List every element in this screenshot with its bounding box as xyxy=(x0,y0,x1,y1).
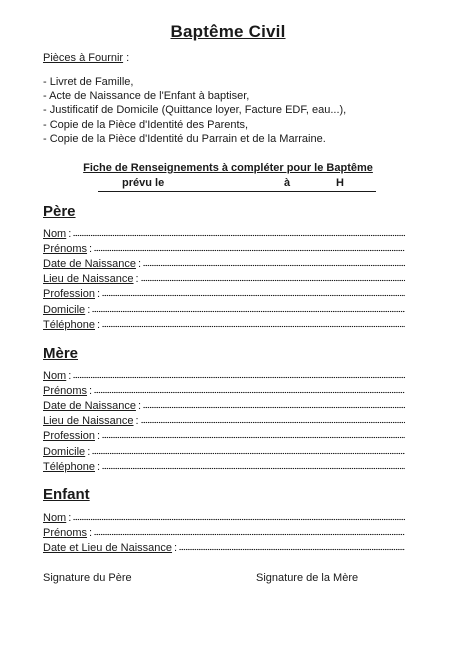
field-colon: : xyxy=(137,400,142,413)
fill-line xyxy=(73,234,405,237)
section-title-enfant: Enfant xyxy=(43,486,90,503)
pieces-heading-colon: : xyxy=(123,52,130,64)
fill-line xyxy=(141,279,405,282)
field-row-profession[interactable]: Profession : xyxy=(43,285,405,300)
field-colon: : xyxy=(137,258,142,271)
field-row-date-naissance[interactable]: Date de Naissance : xyxy=(43,255,405,270)
field-colon: : xyxy=(96,288,101,301)
field-colon: : xyxy=(87,445,91,458)
fill-line xyxy=(92,310,405,313)
list-item: - Copie de la Pièce d'Identité des Parents, xyxy=(43,118,249,131)
prevu-line[interactable] xyxy=(98,177,376,192)
field-colon: : xyxy=(68,228,72,241)
mere-fields xyxy=(43,367,405,473)
list-item: - Acte de Naissance de l'Enfant à baptiser, xyxy=(43,90,250,103)
pere-fields xyxy=(43,225,405,331)
field-row-nom[interactable]: Nom : xyxy=(43,225,405,240)
fill-line xyxy=(143,406,405,409)
pieces-list xyxy=(43,75,346,146)
field-colon: : xyxy=(97,318,101,331)
fill-line xyxy=(73,518,405,521)
enfant-fields xyxy=(43,509,405,554)
field-row-profession[interactable]: Profession : xyxy=(43,427,405,442)
field-row-nom[interactable]: Nom : xyxy=(43,509,405,524)
h-label: H xyxy=(336,177,344,189)
field-colon: : xyxy=(135,415,139,428)
field-row-date-lieu-naissance[interactable]: Date et Lieu de Naissance : xyxy=(43,539,405,554)
field-colon: : xyxy=(97,460,101,473)
field-row-telephone[interactable]: Téléphone : xyxy=(43,458,405,473)
field-row-domicile[interactable]: Domicile : xyxy=(43,300,405,315)
fill-line xyxy=(102,325,405,328)
signature-mere: Signature de la Mère xyxy=(256,572,359,584)
pieces-heading-label: Pièces à Fournir xyxy=(43,52,124,64)
field-row-lieu-naissance[interactable]: Lieu de Naissance : xyxy=(43,412,405,427)
field-colon: : xyxy=(174,542,178,555)
field-colon: : xyxy=(96,430,101,443)
section-title-pere: Père xyxy=(43,203,76,220)
field-row-date-naissance[interactable]: Date de Naissance : xyxy=(43,397,405,412)
fill-line xyxy=(73,376,405,379)
field-row-prenoms[interactable]: Prénoms : xyxy=(43,382,405,397)
field-row-nom[interactable]: Nom : xyxy=(43,367,405,382)
page-title: Baptême Civil xyxy=(170,22,286,41)
fill-line xyxy=(143,264,405,267)
field-colon: : xyxy=(89,385,93,398)
field-colon: : xyxy=(135,273,139,286)
field-row-domicile[interactable]: Domicile : xyxy=(43,442,405,457)
fill-line xyxy=(102,294,405,297)
prevu-label: prévu le xyxy=(122,177,165,189)
fiche-heading: Fiche de Renseignements à compléter pour le Baptême xyxy=(83,162,373,174)
pieces-heading xyxy=(43,52,129,64)
fill-line xyxy=(94,391,405,394)
signature-pere: Signature du Père xyxy=(43,572,132,584)
fill-line xyxy=(141,421,405,424)
field-colon: : xyxy=(68,370,72,383)
fill-line xyxy=(94,249,405,252)
fill-line xyxy=(94,533,405,536)
field-row-lieu-naissance[interactable]: Lieu de Naissance : xyxy=(43,270,405,285)
fill-line xyxy=(102,436,405,439)
list-item: - Justificatif de Domicile (Quittance loyer, Facture EDF, eau...), xyxy=(43,104,347,117)
field-colon: : xyxy=(87,303,91,316)
field-row-prenoms[interactable]: Prénoms : xyxy=(43,524,405,539)
list-item: - Livret de Famille, xyxy=(43,76,134,88)
fill-line xyxy=(92,452,405,455)
fill-line xyxy=(102,467,405,470)
fill-line xyxy=(179,548,405,551)
list-item: - Copie de la Pièce d'Identité du Parrain et de la Marraine. xyxy=(43,132,326,145)
field-row-telephone[interactable]: Téléphone : xyxy=(43,316,405,331)
a-label: à xyxy=(284,177,291,189)
field-colon: : xyxy=(89,527,93,540)
field-row-prenoms[interactable]: Prénoms : xyxy=(43,240,405,255)
section-title-mere: Mère xyxy=(43,345,79,362)
field-colon: : xyxy=(68,512,72,525)
field-colon: : xyxy=(89,243,93,256)
